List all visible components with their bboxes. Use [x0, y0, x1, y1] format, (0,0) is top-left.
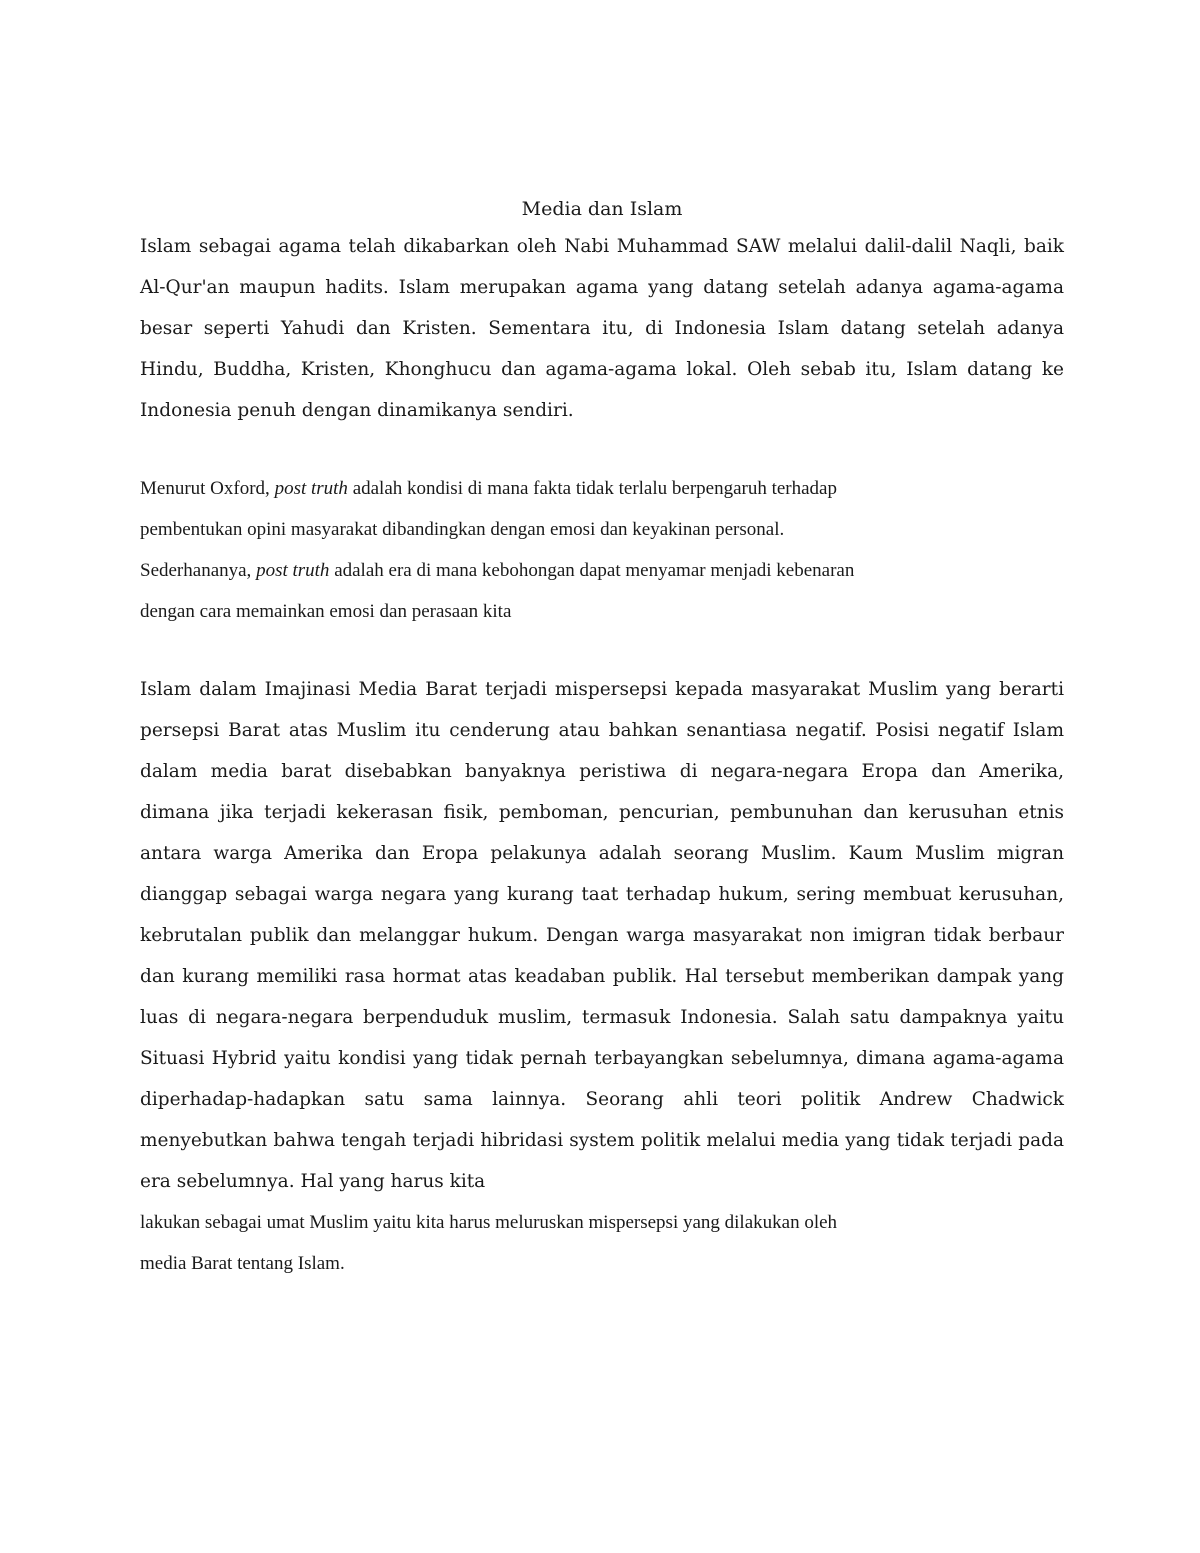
text-span: adalah kondisi di mana fakta tidak terlalu berpengaruh terhadap — [347, 478, 837, 499]
paragraph-post-truth — [140, 468, 1064, 632]
text-span: Menurut Oxford, — [140, 478, 275, 499]
paragraph-intro: Islam sebagai agama telah dikabarkan oleh Nabi Muhammad SAW melalui dalil-dalil Naqli, baik Al-Qur'an maupun hadits. Islam merupakan agama yang datang setelah adanya agama-agama besar seperti Yahudi dan Kristen. Sementara itu, di Indonesia Islam datang setelah adanya Hindu, Buddha, Kristen, Khonghucu dan agama-agama lokal. Oleh sebab itu, Islam datang ke Indonesia penuh dengan dinamikanya sendiri. — [140, 236, 1064, 421]
italic-term: post truth — [256, 560, 330, 581]
conclusion-line-1: lakukan sebagai umat Muslim yaitu kita harus meluruskan mispersepsi yang dilakukan oleh — [140, 1212, 838, 1233]
post-truth-line-3 — [140, 550, 1064, 591]
paragraph-western-media: Islam dalam Imajinasi Media Barat terjadi mispersepsi kepada masyarakat Muslim yang berarti persepsi Barat atas Muslim itu cenderung atau bahkan senantiasa negatif. Posisi negatif Islam dalam media barat disebabkan banyaknya peristiwa di negara-negara Eropa dan Amerika, dimana jika terjadi kekerasan fisik, pemboman, pencurian, pembunuhan dan kerusuhan etnis antara warga Amerika dan Eropa pelakunya adalah seorang Muslim. Kaum Muslim migran dianggap sebagai warga negara yang kurang taat terhadap hukum, sering membuat kerusuhan, kebrutalan publik dan melanggar hukum. Dengan warga masyarakat non imigran tidak berbaur dan kurang memiliki rasa hormat atas keadaban publik. Hal tersebut memberikan dampak yang luas di negara-negara berpenduduk muslim, termasuk Indonesia. Salah satu dampaknya yaitu Situasi Hybrid yaitu kondisi yang tidak pernah terbayangkan sebelumnya, dimana agama-agama diperhadap-hadapkan satu sama lainnya. Seorang ahli teori politik Andrew Chadwick menyebutkan bahwa tengah terjadi hibridasi system politik melalui media yang tidak terjadi pada era sebelumnya. Hal yang harus kita — [140, 679, 1064, 1192]
document-page — [140, 192, 1064, 1284]
italic-term: post truth — [274, 478, 348, 499]
post-truth-line-2: pembentukan opini masyarakat dibandingkan dengan emosi dan keyakinan personal. — [140, 519, 785, 540]
post-truth-line-1 — [140, 468, 1064, 509]
conclusion-line-2: media Barat tentang Islam. — [140, 1253, 345, 1274]
paragraph-conclusion — [140, 1202, 1064, 1284]
text-span: adalah era di mana kebohongan dapat menyamar menjadi kebenaran — [329, 560, 855, 581]
text-span: Sederhananya, — [140, 560, 257, 581]
document-title: Media dan Islam — [521, 198, 683, 220]
post-truth-line-4: dengan cara memainkan emosi dan perasaan kita — [140, 601, 512, 622]
